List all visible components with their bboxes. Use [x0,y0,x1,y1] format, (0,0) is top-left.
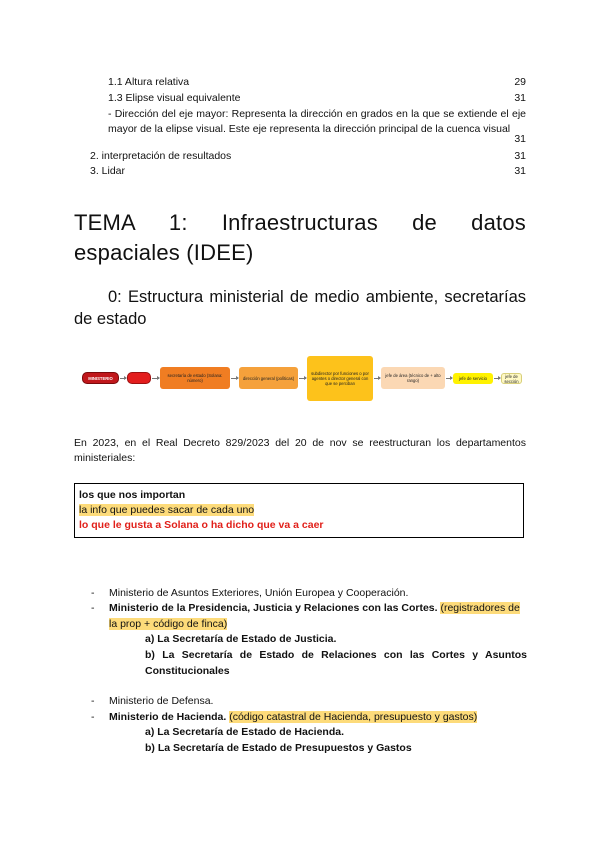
toc-entry[interactable] [0,107,600,152]
legend-info [79,503,519,518]
ministerial-hierarchy-diagram [82,356,522,402]
flow-box-label: dirección general (políticas) [242,375,295,381]
toc-entry-page: 31 [514,133,526,145]
toc-entry-title: - Dirección del eje mayor: Representa la dirección en grados en la que se extiende el eje mayor de la elipse visual. Este eje representa la dirección principal de la cuenca visual [108,108,526,135]
flow-box-label: jefe de servicio [459,376,487,381]
list-bullet: - [91,695,95,707]
legend-important [79,488,519,503]
legend-exam [79,518,519,533]
flow-arrow [494,378,500,379]
toc-entry-title: 1.1 Altura relativa [108,76,190,88]
legend-exam-text: lo que le gusta a Solana o ha dicho que va a caer [79,519,324,531]
toc-entry-page: 31 [514,165,526,177]
flow-box-secretaria [160,367,230,389]
flow-box-jefe-servicio [453,373,493,384]
flow-arrow [231,378,238,379]
flow-box-ministerio [82,372,119,384]
flow-box-label: MINISTERIO [88,375,113,381]
ministry-note: (código catastral de Hacienda, presupuesto y gastos) [229,711,478,723]
legend-important-text: los que nos importan [79,489,186,501]
toc-entry-title: 3. Lidar [90,165,126,177]
flow-arrow [299,378,306,379]
ministry-name: Ministerio de la Presidencia, Justicia y Relaciones con las Cortes. [109,602,438,614]
flow-box-direccion [239,367,298,389]
toc-entry-page: 31 [514,150,526,162]
list-item [91,601,531,631]
flow-arrow [446,378,452,379]
flow-box-subdirector [307,356,373,401]
list-bullet: - [91,587,95,599]
toc-entry-title: 1.3 Elipse visual equivalente [108,92,241,104]
ministry-entry [109,601,527,632]
legend-info-text: la info que puedes sacar de cada uno [79,504,255,516]
secretariat-item: a) La Secretaría de Estado de Justicia. [145,633,337,645]
legend-box [74,483,524,538]
secretariat-item: a) La Secretaría de Estado de Hacienda. [145,726,344,738]
flow-box-label: secretaría de estado (Solana: número) [167,373,223,383]
list-bullet: - [91,711,95,723]
flow-arrow [120,378,126,379]
ministry-name: Ministerio de Defensa. [109,695,214,707]
ministry-note: (registradores de la prop + código de finca) [109,602,520,630]
flow-box-label: subdirector por funciones o por agentes o director general con que se perciban [311,371,369,386]
toc-entry-title: 2. interpretación de resultados [90,150,232,162]
ministry-name: Ministerio de Hacienda. [109,711,227,723]
intro-paragraph: En 2023, en el Real Decreto 829/2023 del 20 de nov se reestructuran los departamentos ministeriales: [74,437,526,464]
flow-box-jefe-area [381,367,445,389]
secretariat-item: b) La Secretaría de Estado de Presupuestos y Gastos [145,742,412,754]
toc-entry-page: 29 [514,76,526,88]
toc-entry-page: 31 [514,92,526,104]
ministry-name: Ministerio de Asuntos Exteriores, Unión Europea y Cooperación. [109,587,409,599]
flow-arrow [374,378,380,379]
flow-arrow [152,378,159,379]
secretariat-item: b) La Secretaría de Estado de Relaciones con las Cortes y Asuntos Constitucionales [145,649,527,677]
section-heading: 0: Estructura ministerial de medio ambiente, secretarías de estado [74,288,526,328]
list-bullet: - [91,602,95,614]
flow-box-unlabeled [127,372,151,384]
flow-box-label: jefe de sección [504,373,519,384]
flow-box-label: jefe de área (técnico de + alto rango) [385,373,441,383]
chapter-heading: TEMA 1: Infraestructuras de datos espaciales (IDEE) [74,210,526,265]
flow-box-jefe-seccion [501,373,522,384]
ministry-entry [109,710,527,725]
